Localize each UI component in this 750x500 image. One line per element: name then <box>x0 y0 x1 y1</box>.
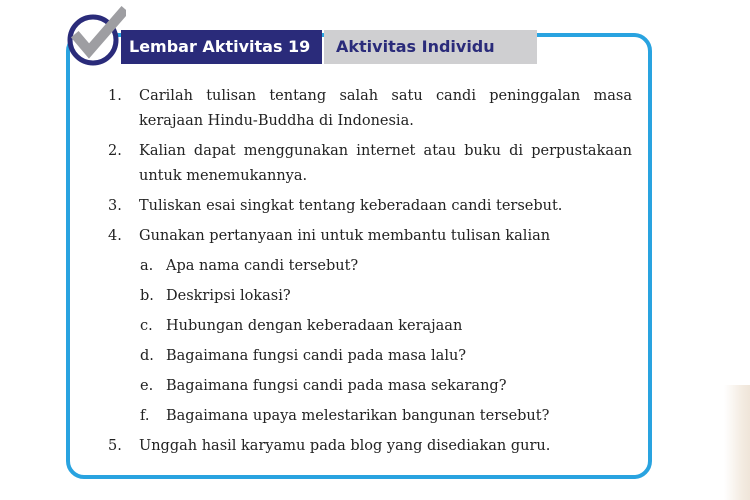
activity-label: Lembar Aktivitas 19 <box>121 30 322 64</box>
question-text: Apa nama candi tersebut? <box>166 258 359 274</box>
page-edge-shadow <box>724 385 750 500</box>
instruction-number: 5. <box>108 438 122 454</box>
instruction-text: Unggah hasil karyamu pada blog yang disediakan guru. <box>139 438 551 454</box>
instruction-number: 4. <box>108 228 122 244</box>
instruction-item-3 <box>108 194 632 219</box>
question-item-c <box>108 314 632 339</box>
instruction-number: 1. <box>108 88 122 104</box>
activity-content <box>108 84 632 464</box>
instruction-number: 3. <box>108 198 122 214</box>
question-item-d <box>108 344 632 369</box>
instruction-text: Tuliskan esai singkat tentang keberadaan candi tersebut. <box>139 198 563 214</box>
instruction-text: Gunakan pertanyaan ini untuk membantu tulisan kalian <box>139 228 551 244</box>
instruction-item-5 <box>108 434 632 459</box>
question-text: Hubungan dengan keberadaan kerajaan <box>166 318 463 334</box>
question-text: Deskripsi lokasi? <box>166 288 291 304</box>
instruction-item-4 <box>108 224 632 249</box>
question-letter: a. <box>140 258 154 274</box>
question-item-f <box>108 404 632 429</box>
question-letter: d. <box>140 348 154 364</box>
question-item-b <box>108 284 632 309</box>
question-letter: c. <box>140 318 153 334</box>
question-item-e <box>108 374 632 399</box>
instruction-item-2 <box>108 139 632 189</box>
instruction-number: 2. <box>108 143 122 159</box>
question-letter: f. <box>140 408 150 424</box>
question-text: Bagaimana fungsi candi pada masa sekarang? <box>166 378 507 394</box>
question-item-a <box>108 254 632 279</box>
checkmark-icon <box>64 5 126 67</box>
instruction-item-1 <box>108 84 632 134</box>
activity-type: Aktivitas Individu <box>324 30 537 64</box>
question-text: Bagaimana upaya melestarikan bangunan tersebut? <box>166 408 550 424</box>
question-text: Bagaimana fungsi candi pada masa lalu? <box>166 348 467 364</box>
instruction-text: Kalian dapat menggunakan internet atau buku di perpustakaan untuk menemukannya. <box>139 143 632 184</box>
question-letter: e. <box>140 378 154 394</box>
question-letter: b. <box>140 288 154 304</box>
instruction-text: Carilah tulisan tentang salah satu candi peninggalan masa kerajaan Hindu-Buddha di Indonesia. <box>139 88 632 129</box>
